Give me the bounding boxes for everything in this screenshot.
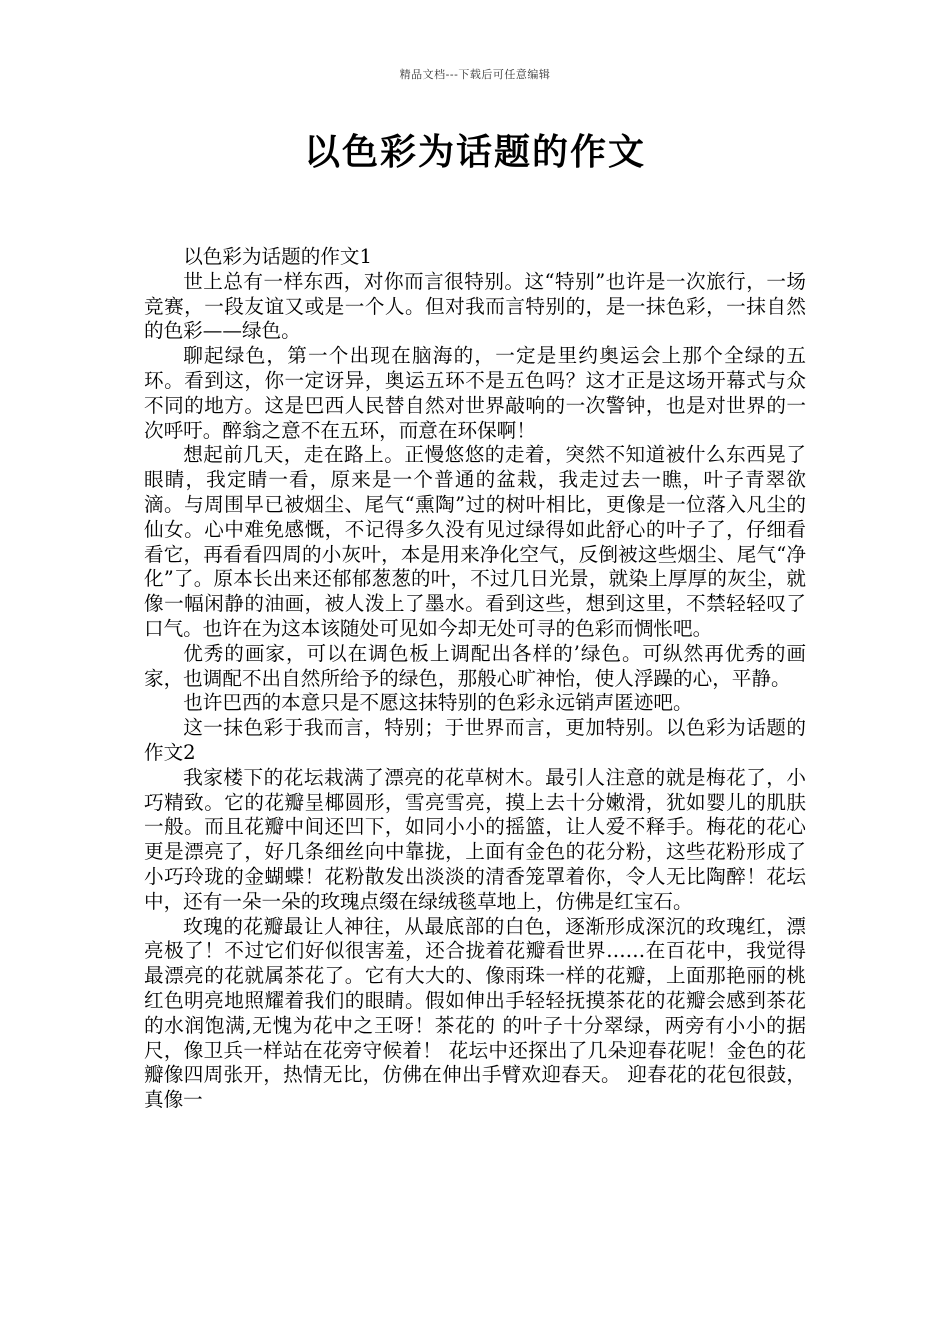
header-note: 精品文档---下载后可任意编辑 — [399, 68, 551, 81]
paragraph: 玫瑰的花瓣最让人神往，从最底部的白色，逐渐形成深沉的玫瑰红，漂亮极了！不过它们好似很害羞，还合拢着花瓣看世界……在百花中，我觉得最漂亮的花就属茶花了。它有大大的、像雨珠一样的花瓣，上面那艳丽的桃红色明亮地照耀着我们的眼睛。假如伸出手轻轻抚摸茶花的花瓣会感到茶花的水润饱满,无愧为花中之王呀！茶花的 的叶子十分翠绿，两旁有小小的据尺，像卫兵一样站在花旁守候着！ 花坛中还探出了几朵迎春花呢！金色的花瓣像四周张开，热情无比，仿佛在伸出手臂欢迎春天。 迎春花的花包很鼓，真像一 — [144, 914, 806, 1112]
paragraph: 我家楼下的花坛栽满了漂亮的花草树木。最引人注意的就是梅花了，小巧精致。它的花瓣呈椰圆形，雪亮雪亮，摸上去十分嫩滑，犹如婴儿的肌肤一般。而且花瓣中间还凹下，如同小小的摇篮，让人爱不释手。梅花的花心更是漂亮了，好几条细丝向中靠拢，上面有金色的花分粉，这些花粉形成了小巧玲珑的金蝴蝶！花粉散发出淡淡的清香笼罩着你，令人无比陶醉！花坛中，还有一朵一朵的玫瑰点缀在绿绒毯草地上，仿佛是红宝石。 — [144, 765, 806, 913]
paragraph: 想起前几天，走在路上。正慢悠悠的走着，突然不知道被什么东西晃了眼睛，我定睛一看，原来是一个普通的盆栽，我走过去一瞧，叶子青翠欲滴。与周围早已被烟尘、尾气“熏陶”过的树叶相比，更像是一位落入凡尘的仙女。心中难免感慨，不记得多久没有见过绿得如此舒心的叶子了，仔细看看它，再看看四周的小灰叶，本是用来净化空气，反倒被这些烟尘、尾气“净化”了。原本长出来还郁郁葱葱的叶，不过几日光景，就染上厚厚的灰尘，就像一幅闲静的油画，被人泼上了墨水。看到这些，想到这里，不禁轻轻叹了口气。也许在为这本该随处可见如今却无处可寻的色彩而惆怅吧。 — [144, 443, 806, 640]
paragraph: 世上总有一样东西，对你而言很特别。这“特别”也许是一次旅行，一场竞赛，一段友谊又或是一个人。但对我而言特别的，是一抹色彩，一抹自然的色彩——绿色。 — [144, 269, 806, 343]
paragraph: 聊起绿色，第一个出现在脑海的，一定是里约奥运会上那个全绿的五环。看到这，你一定讶异，奥运五环不是五色吗？这才正是这场开幕式与众不同的地方。这是巴西人民替自然对世界敲响的一次警钟，也是对世界的一次呼吁。醉翁之意不在五环，而意在环保啊！ — [144, 344, 806, 442]
document-title: 以色彩为话题的作文 — [303, 132, 646, 173]
document-body — [144, 245, 806, 1113]
paragraph: 也许巴西的本意只是不愿这抹特别的色彩永远销声匿迹吧。 — [183, 691, 693, 715]
paragraph: 这一抹色彩于我而言，特别；于世界而言，更加特别。以色彩为话题的作文2 — [144, 716, 806, 764]
paragraph: 以色彩为话题的作文1 — [183, 245, 372, 268]
paragraph: 优秀的画家，可以在调色板上调配出各样的’绿色。可纵然再优秀的画家，也调配不出自然所给予的绿色，那般心旷神怡，使人浮躁的心，平静。 — [144, 641, 806, 690]
